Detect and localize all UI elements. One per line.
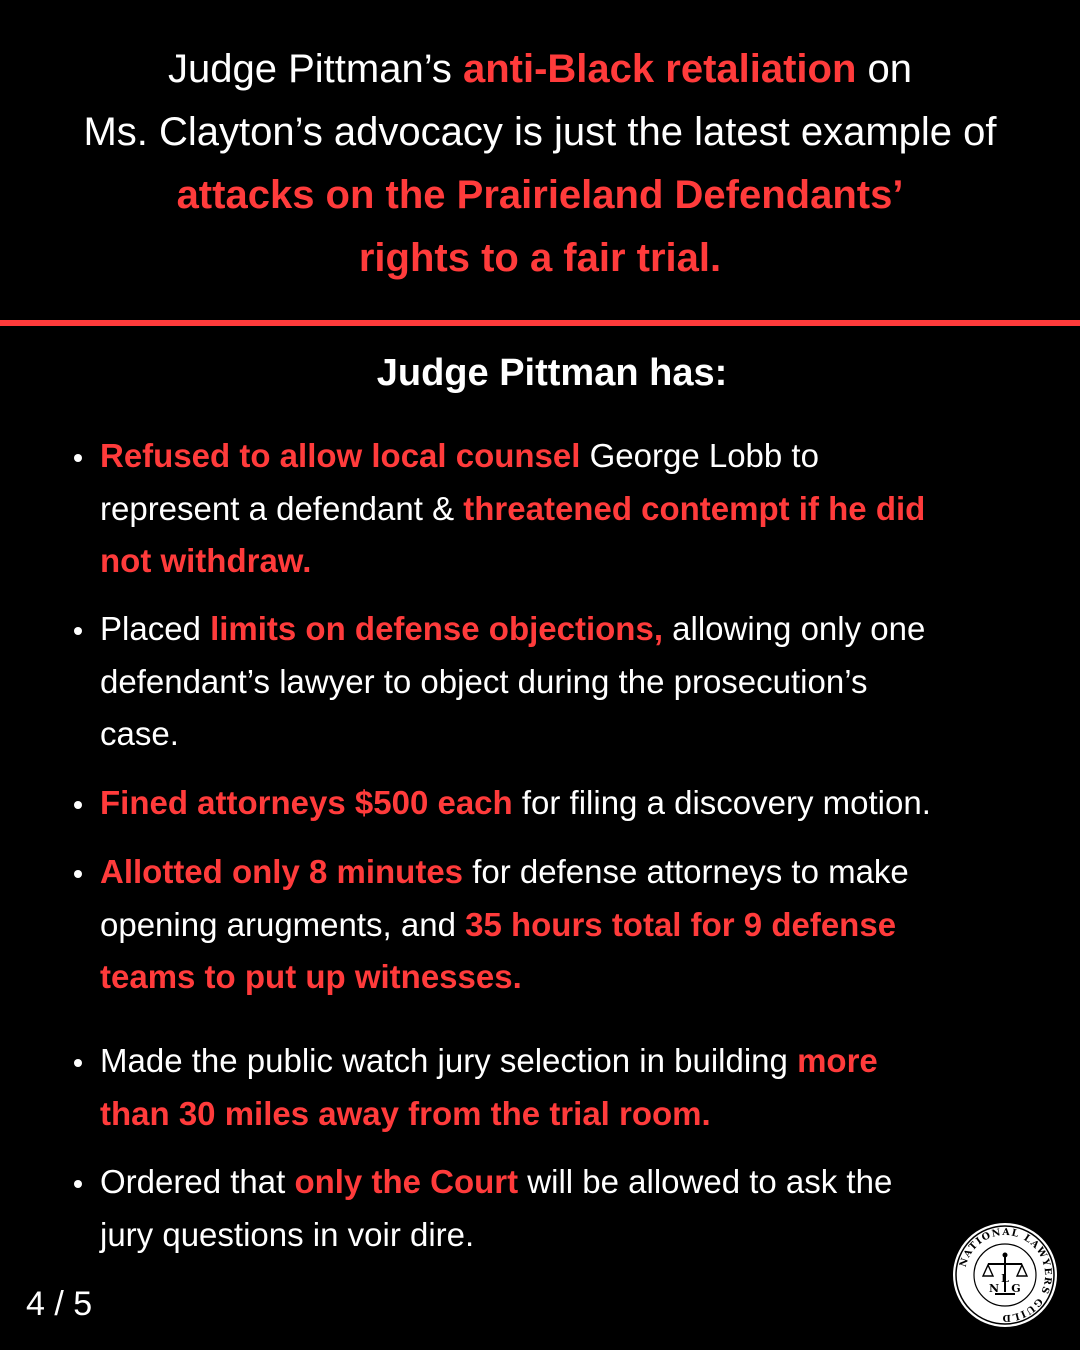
- body-text: George Lobb to: [580, 437, 819, 474]
- highlight-text: 35 hours total for 9 defense: [465, 905, 897, 943]
- body-text: on: [856, 47, 913, 91]
- body-text: Made the public watch jury selection in building: [100, 1042, 798, 1079]
- highlight-text: than 30 miles away from the trial room.: [100, 1094, 711, 1132]
- highlight-text: Fined attorneys $500 each: [100, 784, 513, 821]
- page-indicator: 4 / 5: [26, 1285, 93, 1323]
- bullet-fines: [100, 777, 1060, 830]
- bullet-voir-dire: [100, 1156, 1060, 1261]
- headline: [0, 38, 1080, 290]
- highlight-text: rights to a fair trial.: [358, 236, 722, 280]
- highlight-text: Refused to allow local counsel: [100, 437, 581, 474]
- body-text: opening arugments, and: [100, 905, 466, 943]
- highlight-text: more: [797, 1042, 878, 1079]
- red-divider: [0, 320, 1080, 326]
- highlight-text: limits on defense objections,: [210, 610, 663, 647]
- bullet-local-counsel: [100, 430, 1060, 588]
- bullet-time-limits: [100, 846, 1060, 1004]
- bullet-jury-selection-location: [100, 1035, 1060, 1140]
- body-text: represent a defendant &: [100, 489, 464, 527]
- body-text: defendant’s lawyer to object during the prosecution’s: [100, 662, 868, 700]
- body-text: Ms. Clayton’s advocacy is just the latest example of: [83, 110, 997, 154]
- highlight-text: not withdraw.: [100, 542, 312, 579]
- highlight-text: threatened contempt if he did: [463, 489, 926, 527]
- body-text: for defense attorneys to make: [463, 853, 909, 890]
- highlight-text: only the Court: [294, 1163, 519, 1200]
- subhead: Judge Pittman has:: [376, 352, 728, 394]
- highlight-text: attacks on the Prairieland Defendants’: [176, 173, 904, 217]
- logo-ring-text: NATIONAL LAWYERS GUILD: [957, 1226, 1054, 1324]
- body-text: will be allowed to ask the: [518, 1163, 893, 1200]
- body-text: Judge Pittman’s: [167, 47, 463, 91]
- nlg-seal-logo: [950, 1220, 1060, 1330]
- highlight-text: teams to put up witnesses.: [100, 958, 522, 995]
- highlight-text: Allotted only 8 minutes: [100, 853, 464, 890]
- bullet-objection-limits: [100, 603, 1060, 761]
- body-text: case.: [100, 715, 179, 752]
- body-text: allowing only one: [663, 610, 926, 647]
- body-text: Ordered that: [100, 1163, 295, 1200]
- highlight-text: anti-Black retaliation: [462, 47, 857, 91]
- logo-initial-n: N: [988, 1282, 1000, 1295]
- body-text: for filing a discovery motion.: [512, 784, 931, 821]
- body-text: Placed: [100, 610, 211, 647]
- logo-initial-g: G: [1011, 1282, 1021, 1295]
- body-text: jury questions in voir dire.: [100, 1215, 475, 1253]
- logo-initial-l: L: [1001, 1272, 1009, 1285]
